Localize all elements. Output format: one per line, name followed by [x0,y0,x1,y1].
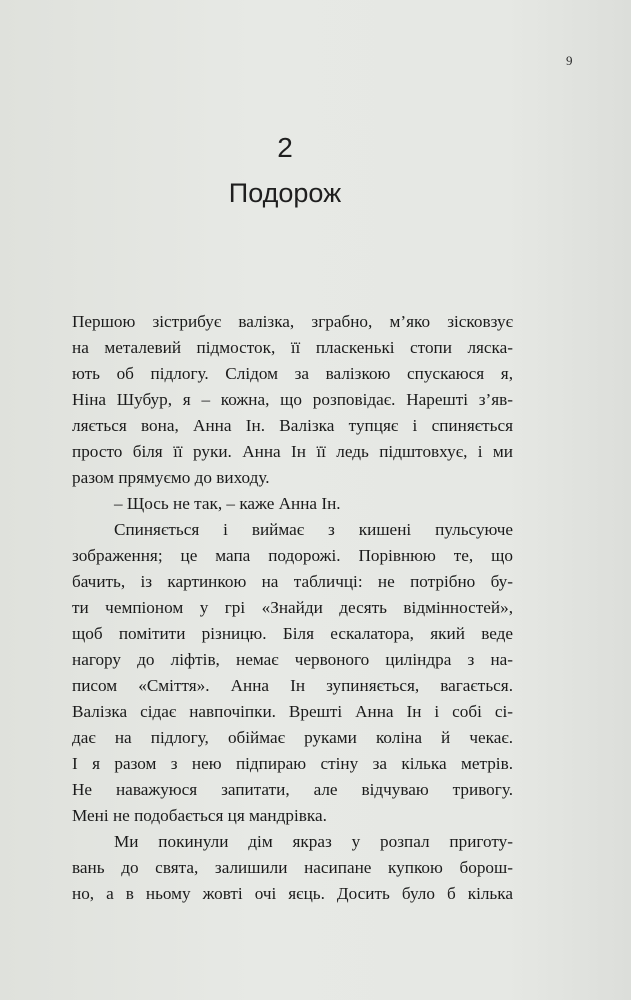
page-number: 9 [566,53,573,68]
text-line: Валізка сідає навпочіпки. Врешті Анна Ін і собі сі- [72,702,513,721]
text-line: Першою зістрибує валізка, зграбно, м’яко зісковзує [72,312,513,331]
text-line: дає на підлогу, обіймає руками коліна й чекає. [72,728,513,747]
text-line: писом «Сміття». Анна Ін зупиняється, вагається. [72,676,513,695]
text-line: Ніна Шубур, я – кожна, що розповідає. Нарешті з’яв- [72,390,513,409]
text-line: І я разом з нею підпираю стіну за кілька метрів. [72,754,513,773]
text-line: Не наважуюся запитати, але відчуваю тривогу. [72,780,513,799]
text-line: но, а в ньому жовті очі яєць. Досить було б кілька [72,884,513,903]
text-line: щоб помітити різницю. Біля ескалатора, який веде [72,624,513,643]
text-line: – Щось не так, – каже Анна Ін. [114,494,341,513]
chapter-title: Подорож [228,178,342,208]
text-line: Мені не подобається ця мандрівка. [72,806,327,825]
text-line: разом прямуємо до виходу. [72,468,270,487]
chapter-number: 2 [277,132,293,163]
text-line: вань до свята, залишили насипане купкою борош- [72,858,513,877]
text-line: Ми покинули дім якраз у розпал приготу- [114,832,513,851]
text-line: бачить, із картинкою на табличці: не потрібно бу- [72,572,513,591]
text-line: ляється вона, Анна Ін. Валізка тупцяє і спиняється [72,416,513,435]
text-line: нагору до ліфтів, немає червоного циліндра з на- [72,650,513,669]
body-text [72,309,513,907]
text-line: зображення; це мапа подорожі. Порівнюю те, що [72,546,513,565]
text-line: ють об підлогу. Слідом за валізкою спускаюся я, [72,364,513,383]
text-line: на металевий підмосток, її пласкенькі стопи ляска- [72,338,513,357]
text-line: просто біля її руки. Анна Ін її ледь підштовхує, і ми [72,442,513,461]
text-line: ти чемпіоном у грі «Знайди десять відмінностей», [72,598,513,617]
text-line: Спиняється і виймає з кишені пульсуюче [114,520,513,539]
